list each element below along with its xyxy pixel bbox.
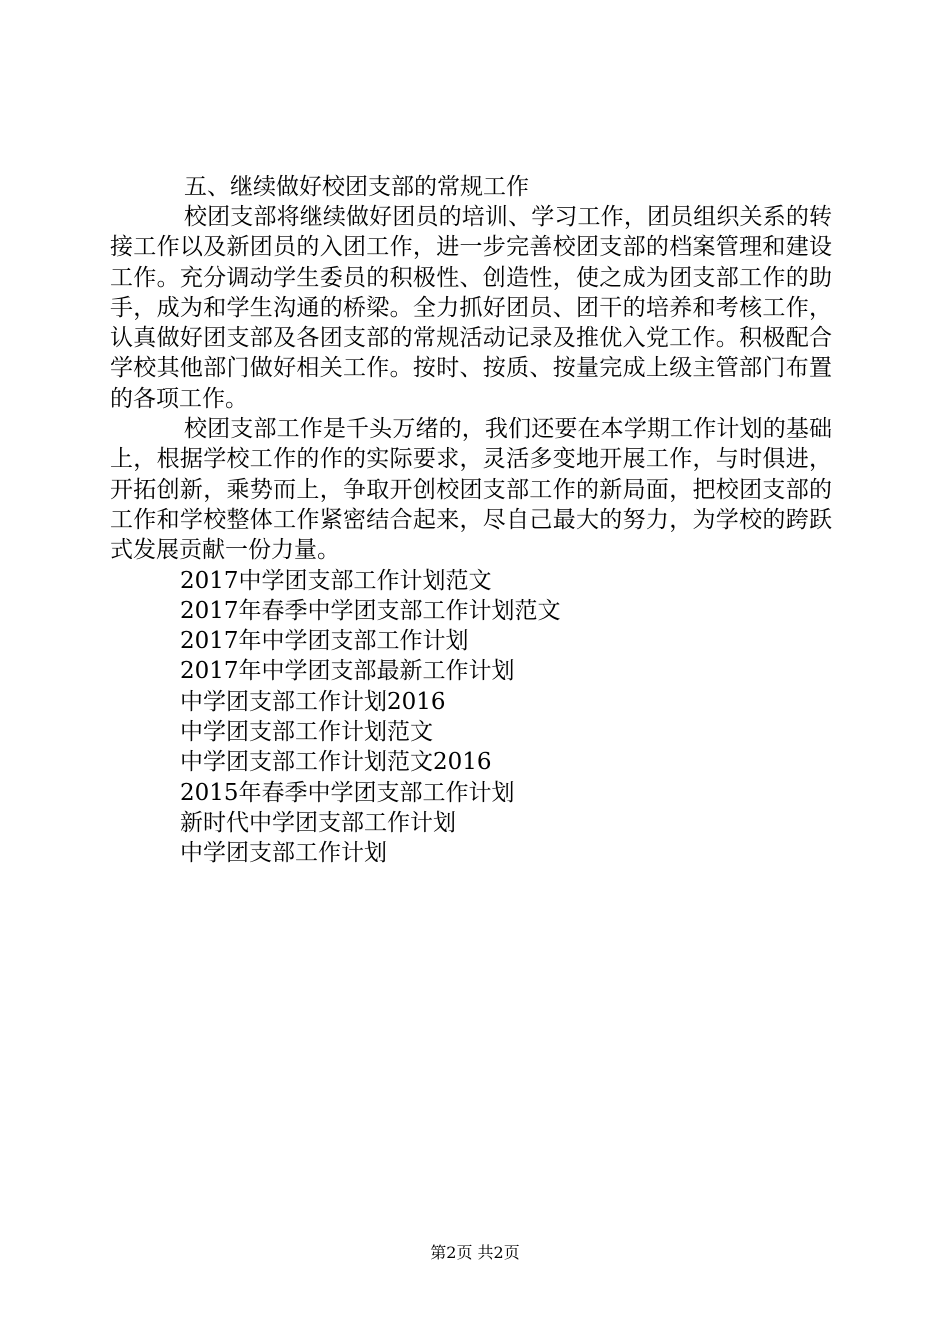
page-footer [0, 1242, 950, 1264]
related-titles-list [110, 566, 832, 869]
section-heading: 五、继续做好校团支部的常规工作 [184, 174, 529, 200]
page-indicator: 第2页 共2页 [430, 1243, 520, 1262]
related-title-item[interactable]: 2017年中学团支部最新工作计划 [180, 658, 515, 685]
paragraph-routine-work: 校团支部将继续做好团员的培训、学习工作，团员组织关系的转接工作以及新团员的入团工作，进一步完善校团支部的档案管理和建设工作。充分调动学生委员的积极性、创造性，使之成为团支部工作的助手，成为和学生沟通的桥梁。全力抓好团员、团干的培养和考核工作，认真做好团支部及各团支部的常规活动记录及推优入党工作。积极配合学校其他部门做好相关工作。按时、按质、按量完成上级主管部门布置的各项工作。 [110, 204, 832, 412]
related-title-item[interactable]: 中学团支部工作计划 [180, 840, 387, 867]
related-title-item[interactable]: 中学团支部工作计划范文2016 [180, 749, 492, 776]
paragraph-conclusion: 校团支部工作是千头万绪的，我们还要在本学期工作计划的基础上，根据学校工作的作的实际要求，灵活多变地开展工作，与时俱进，开拓创新，乘势而上，争取开创校团支部工作的新局面，把校团支部的工作和学校整体工作紧密结合起来，尽自己最大的努力，为学校的跨跃式发展贡献一份力量。 [110, 416, 832, 564]
related-title-item[interactable]: 2017年中学团支部工作计划 [180, 628, 469, 655]
related-title-item[interactable]: 中学团支部工作计划范文 [180, 719, 433, 746]
related-title-item[interactable]: 新时代中学团支部工作计划 [180, 809, 456, 836]
related-title-item[interactable]: 2017年春季中学团支部工作计划范文 [180, 597, 561, 624]
related-title-item[interactable]: 2017中学团支部工作计划范文 [180, 567, 492, 594]
related-title-item[interactable]: 中学团支部工作计划2016 [180, 688, 446, 715]
related-title-item[interactable]: 2015年春季中学团支部工作计划 [180, 779, 515, 806]
document-body [110, 172, 832, 869]
